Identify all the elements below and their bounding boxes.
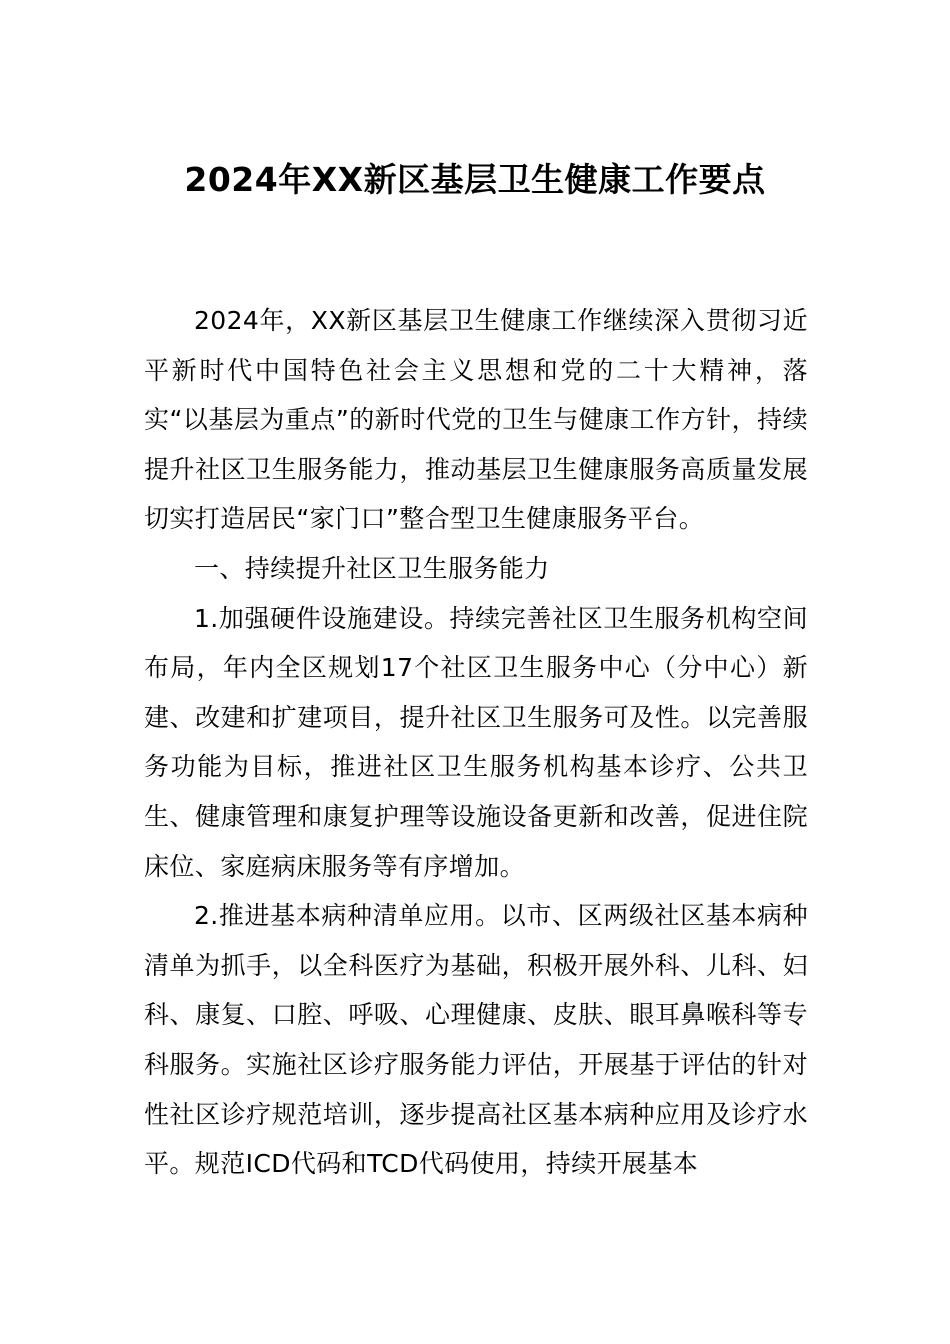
intro-paragraph: 2024年，XX新区基层卫生健康工作继续深入贯彻习近平新时代中国特色社会主义思想和党的二十大精神，落实“以基层为重点”的新时代党的卫生与健康工作方针，持续提升社区卫生服务能力，推动基层卫生健康服务高质量发展切实打造居民“家门口”整合型卫生健康服务平台。	[144, 306, 808, 534]
item-2-paragraph: 2.推进基本病种清单应用。以市、区两级社区基本病种清单为抓手，以全科医疗为基础，积极开展外科、儿科、妇科、康复、口腔、呼吸、心理健康、皮肤、眼耳鼻喉科等专科服务。实施社区诊疗服务能力评估，开展基于评估的针对性社区诊疗规范培训，逐步提高社区基本病种应用及诊疗水平。规范ICD代码和TCD代码使用，持续开展基本	[144, 901, 808, 1179]
document-title: 2024年XX新区基层卫生健康工作要点	[184, 160, 766, 199]
document-body	[144, 296, 808, 1189]
item-1-paragraph: 1.加强硬件设施建设。持续完善社区卫生服务机构空间布局，年内全区规划17个社区卫生服务中心（分中心）新建、改建和扩建项目，提升社区卫生服务可及性。以完善服务功能为目标，推进社区卫生服务机构基本诊疗、公共卫生、健康管理和康复护理等设施设备更新和改善，促进住院床位、家庭病床服务等有序增加。	[144, 603, 808, 881]
section-heading: 一、持续提升社区卫生服务能力	[194, 553, 550, 583]
